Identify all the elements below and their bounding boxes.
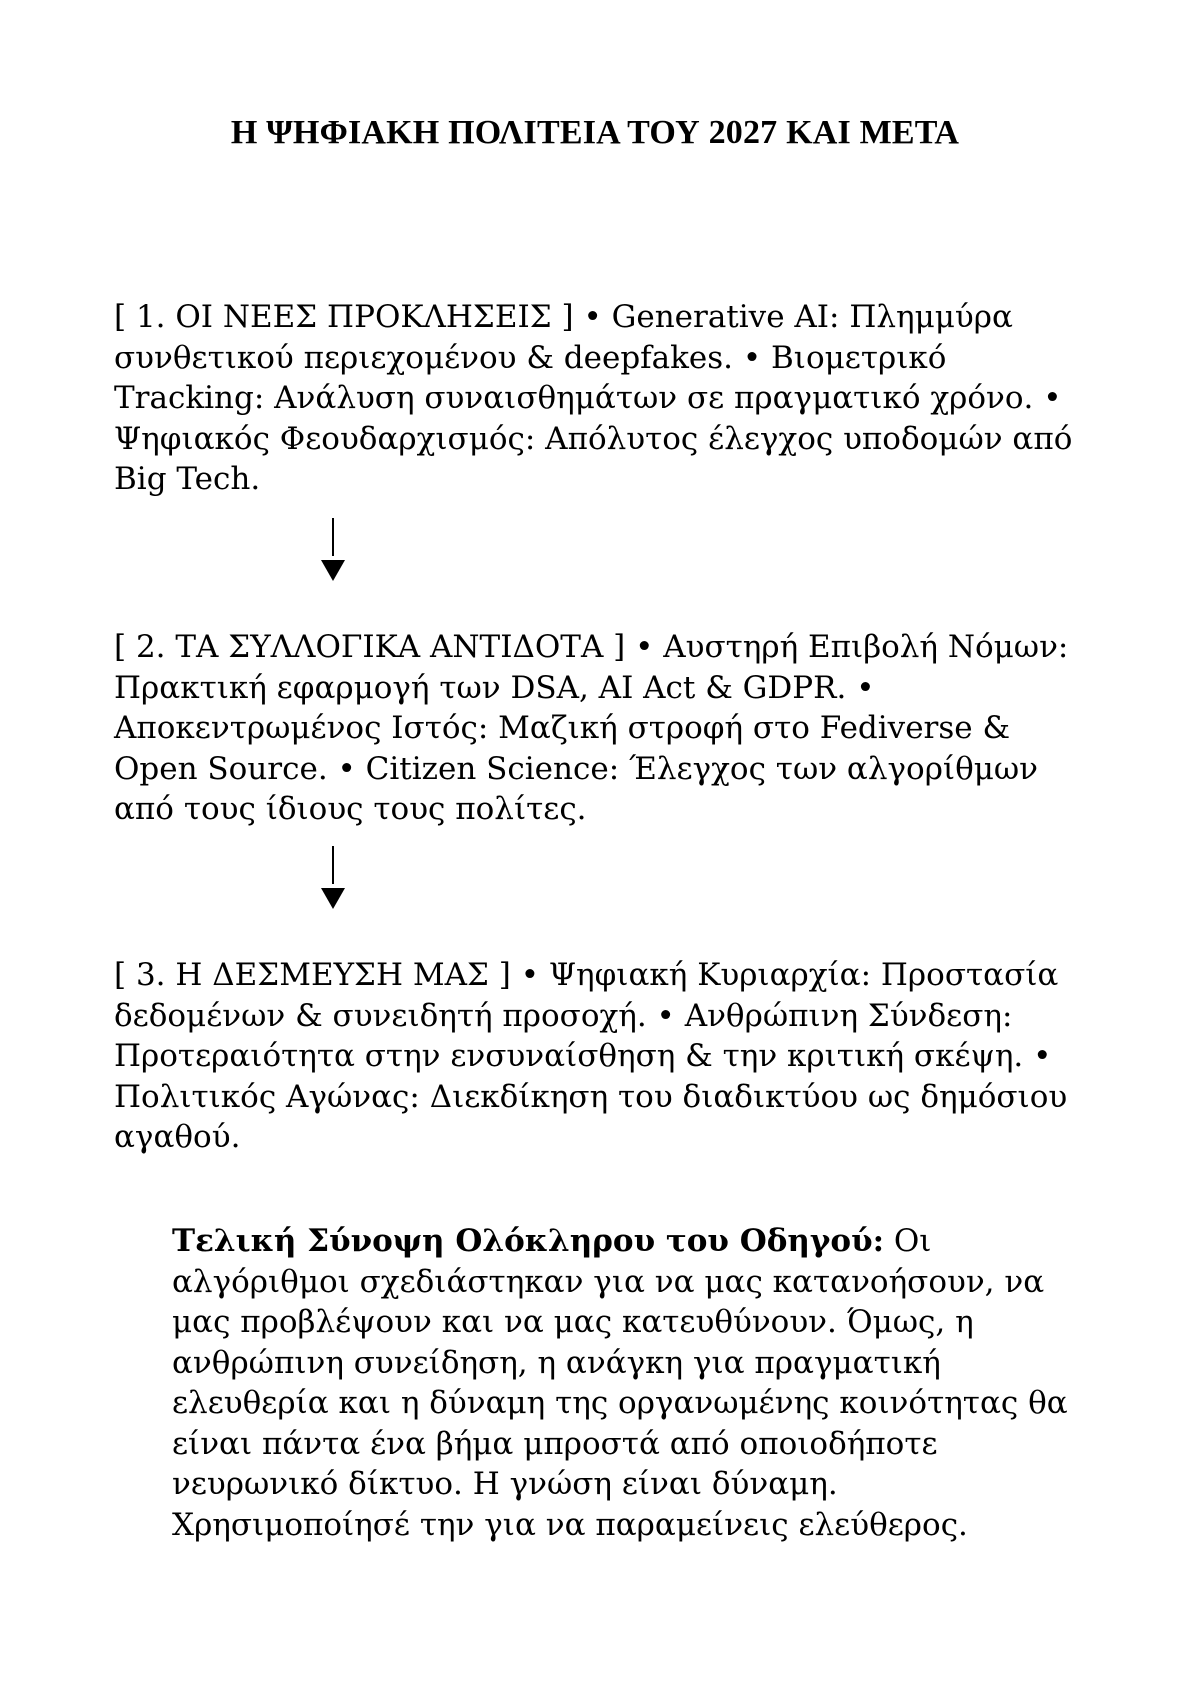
section-collective-antidotes: [ 2. ΤΑ ΣΥΛΛΟΓΙΚΑ ΑΝΤΙΔΟΤΑ ] • Αυστηρή Επιβολή Νόμων: Πρακτική εφαρμογή των DSA, AI Act & GDPR. • Αποκεντρωμένος Ιστός: Μαζική στροφή στο Fediverse & Open Source. • Citizen Science: Έλεγχος των αλγορίθμων από τους ίδιους τους πολίτες. bbox=[114, 629, 1069, 827]
summary-heading: Τελική Σύνοψη Ολόκληρου του Οδηγού: bbox=[172, 1223, 885, 1259]
down-arrow-icon bbox=[318, 846, 348, 912]
section-new-challenges: [ 1. ΟΙ ΝΕΕΣ ΠΡΟΚΛΗΣΕΙΣ ] • Generative AI: Πλημμύρα συνθετικού περιεχομένου & deepfakes. • Βιομετρικό Tracking: Ανάλυση συναισθημάτων σε πραγματικό χρόνο. • Ψηφιακός Φεουδαρχισμός: Απόλυτος έλεγχος υποδομών από Big Tech. bbox=[114, 299, 1073, 497]
section-our-commitment: [ 3. Η ΔΕΣΜΕΥΣΗ ΜΑΣ ] • Ψηφιακή Κυριαρχία: Προστασία δεδομένων & συνειδητή προσοχή. • Ανθρώπινη Σύνδεση: Προτεραιότητα στην ενσυναίσθηση & την κριτική σκέψη. • Πολιτικός Αγώνας: Διεκδίκηση του διαδικτύου ως δημόσιου αγαθού. bbox=[114, 957, 1068, 1155]
page-title: Η ΨΗΦΙΑΚΗ ΠΟΛΙΤΕΙΑ ΤΟΥ 2027 ΚΑΙ ΜΕΤΑ bbox=[230, 114, 960, 151]
final-summary bbox=[172, 1221, 1072, 1545]
summary-body: Οι αλγόριθμοι σχεδιάστηκαν για να μας κατανοήσουν, να μας προβλέψουν και να μας κατευθύνουν. Όμως, η ανθρώπινη συνείδηση, η ανάγκη για πραγματική ελευθερία και η δύναμη της οργανωμένης κοινότητας θα είναι πάντα ένα βήμα μπροστά από οποιοδήποτε νευρωνικό δίκτυο. Η γνώση είναι δύναμη. Χρησιμοποίησέ την για να παραμείνεις ελεύθερος. bbox=[172, 1223, 1068, 1543]
down-arrow-icon bbox=[318, 518, 348, 584]
